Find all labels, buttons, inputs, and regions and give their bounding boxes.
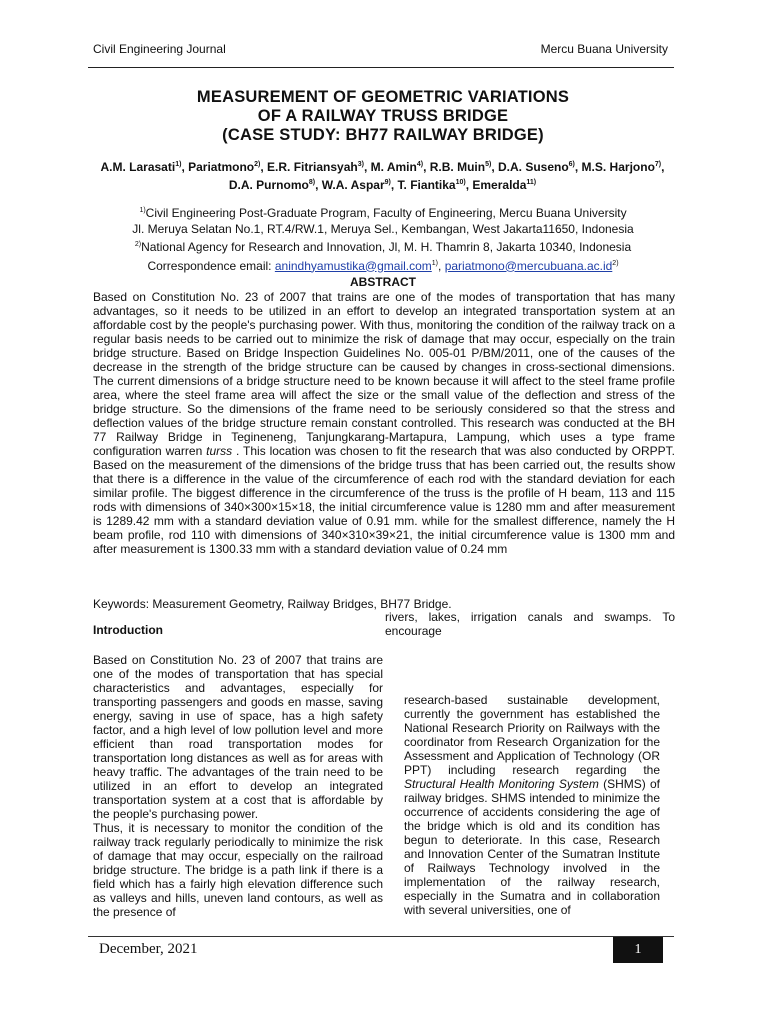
author-name: , D.A. Purnomo [228,160,665,192]
email-sup: 1) [431,259,439,267]
abstract-italic: turss [206,444,233,458]
journal-name: Civil Engineering Journal [93,42,226,56]
intro-paragraph-3 [404,693,660,917]
author-name: , E.R. Fitriansyah [260,160,358,174]
author-name: , M. Amin [363,160,417,174]
affiliation-line-1 [92,203,674,222]
author-name: A.M. Larasati [100,160,176,174]
page-number-badge [613,937,663,963]
right-column [404,693,660,917]
author-name: , W.A. Aspar [315,178,385,192]
footer-date: December, 2021 [99,941,198,957]
email-separator: , [438,258,445,273]
title-line-1: MEASUREMENT OF GEOMETRIC VARIATIONS [196,88,570,106]
page-number: 1 [634,942,642,957]
paper-title [88,88,678,145]
abstract-text: . This location was chosen to fit the research that was also conducted by ORPPT. Based on the measurement of the dimensions of the bridge truss that has been carried out, the results show that there is a difference in the value of the circumference of each rod with the standard deviation for each similar profile. The biggest difference in the circumference of the truss is the profile of H beam, 113 and 115 rods with dimensions of 340×300×15×18, the initial circumference value is 1280 mm and after measurement is 1289.42 mm with a standard deviation value of 0.91 mm. while for the smallest difference, namely the H beam profile, rod 110 with dimensions of 340×310×39×21, the initial circumference value is 1300 mm and after measurement is 1300.33 mm with a standard deviation value of 0.24 mm [93,444,675,556]
author-name: , Pariatmono [181,160,255,174]
correspondence-line [92,256,674,275]
author-sup: 9) [384,179,391,186]
intro-text: research-based sustainable development, currently the government has established the National Research Priority on Railways with the coordinator from Research Organization for the Assessment and Application of Technology (OR PPT) including research regarding the [404,693,660,777]
author-name: , R.B. Muin [423,160,486,174]
affiliations [92,203,674,274]
author-sup: 5) [485,161,492,168]
affiliation-line-3 [92,237,674,256]
author-sup: 10) [455,179,466,186]
email-sup: 2) [612,259,619,267]
author-sup: 8) [308,179,316,186]
right-column-top [385,610,675,638]
keywords: Keywords: Measurement Geometry, Railway Bridges, BH77 Bridge. [93,597,452,611]
intro-text: (SHMS) of railway bridges. SHMS intended to minimize the occurrence of accidents considering the age of the bridge which is old and its condition has begun to deteriorate. In this case, Research and Innovation Center of the Sumatran Institute of Railways Technology involved in the implementation of the railway research, especially in the Sumatra and in collaboration with several universities, one of [404,777,660,917]
right-column-top-text: rivers, lakes, irrigation canals and swamps. To encourage [385,610,675,638]
intro-paragraph-1: Based on Constitution No. 23 of 2007 that trains are one of the modes of transportation that has special characteristics and advantages, especially for transporting passengers and goods en masse, saving energy, saving in use of space, has a high safety factor, and a high level of low pollution level and more efficient than road transportation modes for transportation long distances as well as for areas with heavy traffic. The advantages of the train need to be utilized in an effort to develop an integrated transportation system at a cost that is affordable by the people's purchasing power. [93,653,383,821]
abstract-heading: ABSTRACT [350,275,416,289]
author-sup: 6) [568,161,575,168]
author-sup: 2) [254,161,261,168]
affiliation-line-2: Jl. Meruya Selatan No.1, RT.4/RW.1, Meruya Sel., Kembangan, West Jakarta11650, Indonesia [132,221,634,236]
affiliation-text: Civil Engineering Post-Graduate Program, Faculty of Engineering, Mercu Buana University [145,206,627,220]
title-line-2: OF A RAILWAY TRUSS BRIDGE [257,107,509,125]
author-name: , T. Fiantika [390,178,456,192]
footer-divider [88,936,674,937]
author-sup: 11) [526,179,537,186]
intro-italic: Structural Health Monitoring System [404,777,599,791]
university-name: Mercu Buana University [540,42,668,56]
header-divider [88,67,674,68]
correspondence-label: Correspondence email: [147,258,275,273]
author-sup: 4) [416,161,424,168]
author-sup: 1) [175,161,182,168]
author-sup: 7) [654,161,662,168]
author-name: , Emeralda [465,178,527,192]
abstract-text: Based on Constitution No. 23 of 2007 that trains are one of the modes of transportation that has many advantages, so it needs to be utilized in an effort to develop an integrated transportation system at an affordable cost by the people's purchasing power. With thus, monitoring the condition of the railway track on a regular basis needs to be carried out to minimize the risk of damage that may occur, especially on the train bridge structure. Based on Bridge Inspection Guidelines No. 005-01 P/BM/2011, one of the causes of the decrease in the strength of the bridge structure can be caused by changes in cross-sectional dimensions. The current dimensions of a bridge structure need to be known because it will affect to the steel frame profile area, where the steel frame area will affect the size or the small value of the deflection and stress of the bridge structure. So the dimensions of the frame need to be seriously considered so that the stress and deflection values of the bridge structure remain constant controlled. This research was conducted at the BH 77 Railway Bridge in Tegineneng, Tanjungkarang-Martapura, Lampung, which uses a type frame configuration warren [93,290,675,458]
author-sup: 3) [357,161,364,168]
author-name: , M.S. Harjono [574,160,655,174]
email-link-1[interactable]: anindhyamustika@gmail.com [274,258,432,273]
affiliation-text: National Agency for Research and Innovation, Jl, M. H. Thamrin 8, Jakarta 10340, Indonesia [141,240,632,254]
affiliation-sup: 2) [134,241,142,248]
title-line-3: (CASE STUDY: BH77 RAILWAY BRIDGE) [222,126,544,144]
abstract-body [93,290,675,556]
email-link-2[interactable]: pariatmono@mercubuana.ac.id [444,258,613,273]
affiliation-sup: 1) [139,207,146,214]
left-column [93,653,383,919]
author-name: , D.A. Suseno [491,160,569,174]
intro-paragraph-2: Thus, it is necessary to monitor the condition of the railway track regularly periodically to minimize the risk of damage that may occur, especially on the railroad bridge structure. The bridge is a path link if there is a field which has a fairly high elevation difference such as valleys and hills, uneven land contours, as well as the presence of [93,821,383,919]
author-list [100,157,665,193]
introduction-heading: Introduction [93,623,163,637]
